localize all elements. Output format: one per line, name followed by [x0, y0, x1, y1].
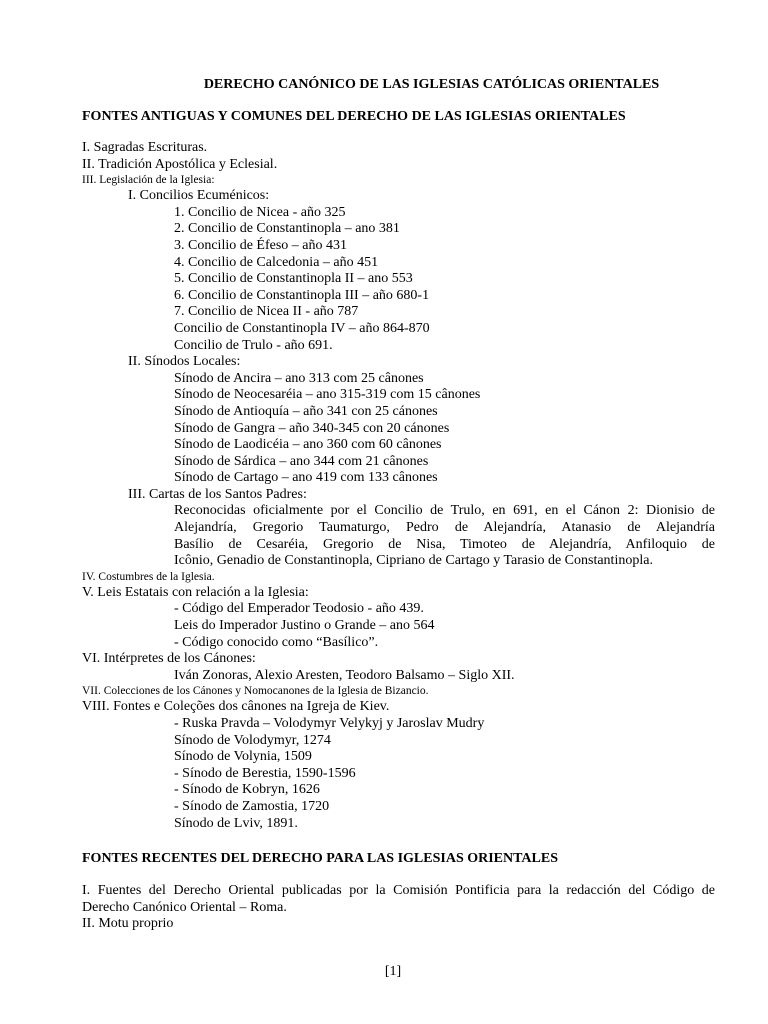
kiev-list [82, 716, 715, 832]
list-item: Sínodo de Ancira – ano 313 com 25 cânones [174, 370, 424, 386]
sinodos-heading: II. Sínodos Locales: [128, 354, 241, 370]
list-item: - Sínodo de Kobryn, 1626 [174, 782, 320, 798]
leis-list [82, 601, 715, 651]
item-motu-proprio: II. Motu proprio [82, 916, 174, 932]
page-number: [1] [384, 964, 402, 979]
list-item: Sínodo de Gangra – año 340-345 con 20 cánones [174, 420, 450, 436]
concilios-heading: I. Concilios Ecuménicos: [128, 188, 270, 204]
paragraph-line: Derecho Canónico Oriental – Roma. [82, 899, 287, 915]
document-title: DERECHO CANÓNICO DE LAS IGLESIAS CATÓLICAS ORIENTALES [203, 77, 660, 92]
list-item: 4. Concilio de Calcedonia – año 451 [174, 254, 379, 270]
paragraph-line: Alejandría, Gregorio Taumaturgo, Pedro de Alejandría, Atanasio de Alejandría [174, 520, 715, 536]
concilios-list [82, 205, 715, 354]
fuentes-paragraph [82, 883, 715, 916]
list-item: Sínodo de Sárdica – ano 344 com 21 cânones [174, 453, 429, 469]
list-item: - Sínodo de Zamostia, 1720 [174, 798, 330, 814]
item-legislacion: III. Legislación de la Iglesia: [82, 174, 215, 187]
list-item: Sínodo de Lviv, 1891. [174, 815, 298, 831]
list-item: 3. Concilio de Éfeso – año 431 [174, 237, 348, 253]
list-item: - Sínodo de Berestia, 1590-1596 [174, 765, 356, 781]
list-item: 6. Concilio de Constantinopla III – año 680-1 [174, 287, 430, 303]
list-item: Sínodo de Laodicéia – ano 360 com 60 cânones [174, 437, 442, 453]
leis-heading: V. Leis Estatais con relación a la Iglesia: [82, 584, 309, 600]
paragraph-line: I. Fuentes del Derecho Oriental publicadas por la Comisión Pontificia para la redacción del Código de [82, 883, 715, 899]
list-item: Sínodo de Volynia, 1509 [174, 749, 312, 765]
item-colecciones: VII. Colecciones de los Cánones y Nomocanones de la Iglesia de Bizancio. [82, 685, 429, 698]
list-item: 5. Concilio de Constantinopla II – ano 553 [174, 271, 413, 287]
list-item: Sínodo de Neocesaréia – ano 315-319 com 15 cânones [174, 387, 481, 403]
list-item: Concilio de Constantinopla IV – año 864-870 [174, 320, 430, 336]
list-item: 2. Concilio de Constantinopla – ano 381 [174, 221, 400, 237]
sinodos-list [82, 371, 715, 487]
cartas-paragraph [82, 503, 715, 569]
list-item: Sínodo de Volodymyr, 1274 [174, 732, 331, 748]
paragraph-line: Basílio de Cesaréia, Gregorio de Nisa, Timoteo de Alejandría, Anfiloquio de [174, 536, 715, 552]
item-tradicion: II. Tradición Apostólica y Eclesial. [82, 156, 278, 172]
paragraph-line: Reconocidas oficialmente por el Concilio de Trulo, en 691, en el Cánon 2: Dionisio de [174, 503, 715, 519]
list-item: Leis do Imperador Justino o Grande – ano 564 [174, 618, 435, 634]
document-page [82, 76, 715, 933]
item-sagradas-escrituras: I. Sagradas Escrituras. [82, 140, 208, 155]
paragraph-line: Icônio, Genadio de Constantinopla, Cipriano de Cartago y Tarasio de Constantinopla. [174, 553, 653, 569]
list-item: - Código conocido como “Basílico”. [174, 634, 379, 650]
interpretes-heading: VI. Intérpretes de los Cánones: [82, 651, 256, 667]
item-costumbres: IV. Costumbres de la Iglesia. [82, 570, 215, 583]
list-item: 1. Concilio de Nicea - año 325 [174, 204, 346, 220]
kiev-heading: VIII. Fontes e Coleções dos cânones na Igreja de Kiev. [82, 699, 390, 715]
list-item: - Ruska Pravda – Volodymyr Velykyj y Jaroslav Mudry [174, 716, 485, 731]
section-heading-antiguas: FONTES ANTIGUAS Y COMUNES DEL DERECHO DE LAS IGLESIAS ORIENTALES [82, 109, 626, 124]
cartas-heading: III. Cartas de los Santos Padres: [128, 486, 307, 502]
list-item: Sínodo de Antioquía – año 341 con 25 cánones [174, 403, 438, 419]
list-item: Concilio de Trulo - año 691. [174, 337, 333, 353]
list-item: 7. Concilio de Nicea II - año 787 [174, 304, 359, 320]
section-heading-recientes: FONTES RECENTES DEL DERECHO PARA LAS IGLESIAS ORIENTALES [82, 851, 558, 867]
list-item: Iván Zonoras, Alexio Aresten, Teodoro Balsamo – Siglo XII. [174, 667, 515, 683]
list-item: Sínodo de Cartago – ano 419 com 133 cânones [174, 470, 438, 486]
list-item: - Código del Emperador Teodosio - año 439. [174, 601, 424, 617]
